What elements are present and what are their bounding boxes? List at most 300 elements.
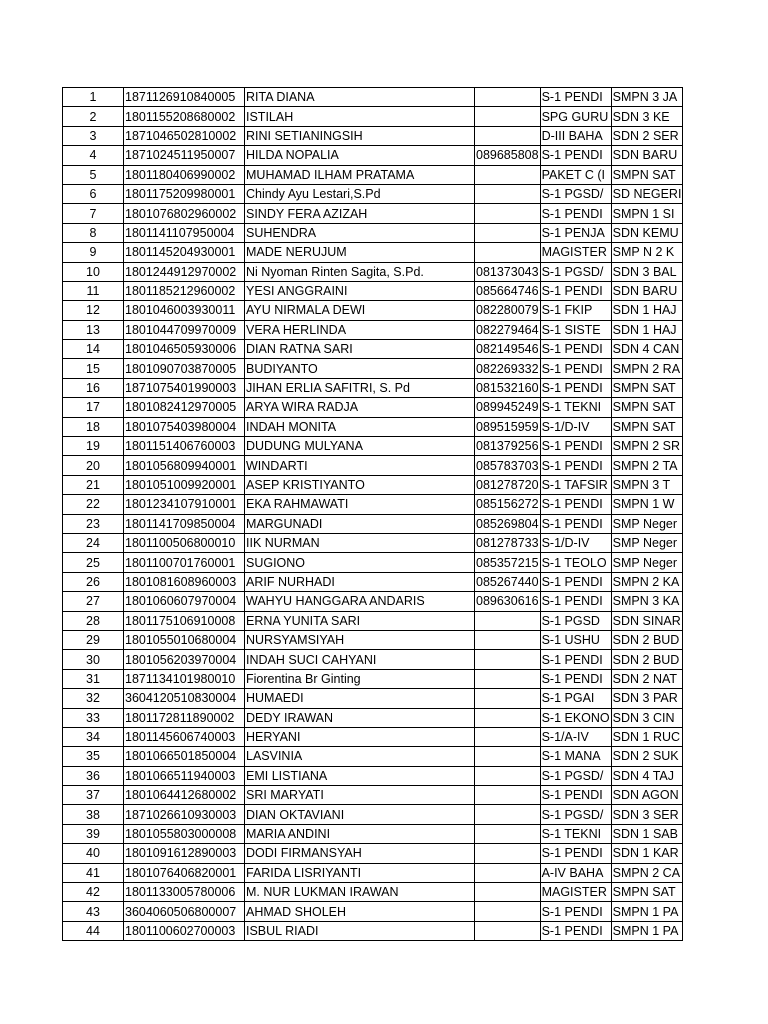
cell-education: S-1 PENDI — [540, 514, 611, 533]
table-row — [63, 340, 683, 359]
cell-education: D-III BAHA — [540, 126, 611, 145]
cell-school: SMPN 1 SI — [611, 204, 683, 223]
cell-education: S-1 USHU — [540, 630, 611, 649]
cell-name: HERYANI — [245, 727, 475, 746]
cell-number: 34 — [63, 727, 124, 746]
cell-number: 4 — [63, 146, 124, 165]
cell-name: ASEP KRISTIYANTO — [245, 475, 475, 494]
cell-name: IIK NURMAN — [245, 533, 475, 552]
cell-nik: 1801044709970009 — [124, 320, 245, 339]
cell-nik: 3604120510830004 — [124, 689, 245, 708]
cell-number: 10 — [63, 262, 124, 281]
cell-phone — [475, 921, 541, 940]
table-row — [63, 359, 683, 378]
cell-name: EMI LISTIANA — [245, 766, 475, 785]
cell-education: S-1 PGAI — [540, 689, 611, 708]
cell-name: DODI FIRMANSYAH — [245, 844, 475, 863]
cell-education: S-1/A-IV — [540, 727, 611, 746]
cell-education: S-1 PENDI — [540, 844, 611, 863]
cell-name: MUHAMAD ILHAM PRATAMA — [245, 165, 475, 184]
cell-phone — [475, 786, 541, 805]
cell-school: SD NEGERI — [611, 184, 683, 203]
cell-nik: 1801100701760001 — [124, 553, 245, 572]
cell-number: 8 — [63, 223, 124, 242]
table-row — [63, 650, 683, 669]
cell-nik: 1801055010680004 — [124, 630, 245, 649]
cell-school: SMP Neger — [611, 533, 683, 552]
cell-school: SDN 1 SAB — [611, 824, 683, 843]
cell-phone — [475, 126, 541, 145]
cell-name: INDAH MONITA — [245, 417, 475, 436]
table-row — [63, 786, 683, 805]
cell-name: EKA RAHMAWATI — [245, 495, 475, 514]
cell-education: S-1 PGSD/ — [540, 262, 611, 281]
cell-school: SMPN 3 KA — [611, 592, 683, 611]
table-row — [63, 320, 683, 339]
cell-name: SRI MARYATI — [245, 786, 475, 805]
cell-education: S-1 PENDI — [540, 921, 611, 940]
cell-school: SDN 3 PAR — [611, 689, 683, 708]
cell-nik: 1801151406760003 — [124, 437, 245, 456]
cell-education: S-1 PENDI — [540, 572, 611, 591]
cell-school: SDN 1 KAR — [611, 844, 683, 863]
cell-education: S-1 PENDI — [540, 495, 611, 514]
cell-nik: 1801051009920001 — [124, 475, 245, 494]
cell-education: S-1 PENDI — [540, 456, 611, 475]
table-row — [63, 146, 683, 165]
cell-nik: 1801141107950004 — [124, 223, 245, 242]
cell-nik: 3604060506800007 — [124, 902, 245, 921]
cell-education: S-1 EKONO — [540, 708, 611, 727]
cell-school: SMPN 2 CA — [611, 863, 683, 882]
cell-school: SDN 1 HAJ — [611, 301, 683, 320]
cell-phone — [475, 863, 541, 882]
cell-nik: 1801066511940003 — [124, 766, 245, 785]
table-row — [63, 223, 683, 242]
cell-nik: 1801185212960002 — [124, 281, 245, 300]
cell-education: S-1 PGSD/ — [540, 766, 611, 785]
cell-nik: 1801100506800010 — [124, 533, 245, 552]
cell-name: JIHAN ERLIA SAFITRI, S. Pd — [245, 378, 475, 397]
cell-school: SDN 3 KE — [611, 107, 683, 126]
cell-phone — [475, 88, 541, 107]
table-row — [63, 107, 683, 126]
cell-phone: 085664746 — [475, 281, 541, 300]
cell-phone: 081278720 — [475, 475, 541, 494]
cell-number: 30 — [63, 650, 124, 669]
cell-name: DIAN OKTAVIANI — [245, 805, 475, 824]
table-row — [63, 301, 683, 320]
cell-nik: 1801145204930001 — [124, 243, 245, 262]
cell-education: S-1 PENDI — [540, 340, 611, 359]
table-row — [63, 592, 683, 611]
table-row — [63, 126, 683, 145]
cell-nik: 1801180406990002 — [124, 165, 245, 184]
cell-number: 43 — [63, 902, 124, 921]
cell-nik: 1871126910840005 — [124, 88, 245, 107]
table-row — [63, 495, 683, 514]
cell-number: 2 — [63, 107, 124, 126]
table-body — [63, 88, 683, 941]
cell-education: MAGISTER — [540, 243, 611, 262]
cell-school: SMPN 2 KA — [611, 572, 683, 591]
cell-phone: 082149546 — [475, 340, 541, 359]
cell-phone: 089515959 — [475, 417, 541, 436]
cell-number: 38 — [63, 805, 124, 824]
cell-school: SMPN SAT — [611, 883, 683, 902]
cell-number: 14 — [63, 340, 124, 359]
table-row — [63, 921, 683, 940]
cell-phone: 085269804 — [475, 514, 541, 533]
cell-phone — [475, 165, 541, 184]
cell-nik: 1801244912970002 — [124, 262, 245, 281]
cell-number: 36 — [63, 766, 124, 785]
cell-nik: 1871024511950007 — [124, 146, 245, 165]
cell-education: S-1 SISTE — [540, 320, 611, 339]
cell-school: SMPN 1 W — [611, 495, 683, 514]
cell-nik: 1801141709850004 — [124, 514, 245, 533]
cell-phone — [475, 747, 541, 766]
cell-school: SDN 3 SER — [611, 805, 683, 824]
cell-school: SMPN SAT — [611, 417, 683, 436]
cell-name: DEDY IRAWAN — [245, 708, 475, 727]
cell-phone — [475, 611, 541, 630]
cell-name: Fiorentina Br Ginting — [245, 669, 475, 688]
cell-education: MAGISTER — [540, 883, 611, 902]
table-row — [63, 437, 683, 456]
cell-education: S-1 PENDI — [540, 281, 611, 300]
cell-school: SDN SINAR — [611, 611, 683, 630]
cell-nik: 1801175106910008 — [124, 611, 245, 630]
cell-number: 25 — [63, 553, 124, 572]
cell-education: S-1 PENDI — [540, 359, 611, 378]
cell-school: SMPN 1 PA — [611, 902, 683, 921]
cell-school: SMPN SAT — [611, 165, 683, 184]
cell-school: SDN 4 CAN — [611, 340, 683, 359]
cell-name: SUGIONO — [245, 553, 475, 572]
cell-phone — [475, 766, 541, 785]
cell-name: DUDUNG MULYANA — [245, 437, 475, 456]
cell-education: S-1 PENDI — [540, 902, 611, 921]
cell-nik: 1801055803000008 — [124, 824, 245, 843]
cell-school: SMPN 2 RA — [611, 359, 683, 378]
cell-number: 33 — [63, 708, 124, 727]
cell-number: 27 — [63, 592, 124, 611]
cell-name: MARIA ANDINI — [245, 824, 475, 843]
cell-name: FARIDA LISRIYANTI — [245, 863, 475, 882]
cell-education: S-1 TEOLO — [540, 553, 611, 572]
cell-education: S-1 MANA — [540, 747, 611, 766]
cell-name: DIAN RATNA SARI — [245, 340, 475, 359]
cell-phone — [475, 223, 541, 242]
cell-phone: 082269332 — [475, 359, 541, 378]
cell-number: 18 — [63, 417, 124, 436]
cell-education: S-1 PENJA — [540, 223, 611, 242]
table-row — [63, 669, 683, 688]
cell-name: WINDARTI — [245, 456, 475, 475]
cell-number: 1 — [63, 88, 124, 107]
cell-school: SDN 2 BUD — [611, 630, 683, 649]
cell-nik: 1801234107910001 — [124, 495, 245, 514]
cell-nik: 1871026610930003 — [124, 805, 245, 824]
cell-number: 21 — [63, 475, 124, 494]
cell-name: HILDA NOPALIA — [245, 146, 475, 165]
cell-phone — [475, 204, 541, 223]
cell-phone: 085357215 — [475, 553, 541, 572]
cell-phone: 089685808 — [475, 146, 541, 165]
cell-nik: 1801060607970004 — [124, 592, 245, 611]
cell-nik: 1871134101980010 — [124, 669, 245, 688]
table-row — [63, 824, 683, 843]
cell-school: SDN 2 NAT — [611, 669, 683, 688]
cell-name: YESI ANGGRAINI — [245, 281, 475, 300]
cell-phone: 081373043 — [475, 262, 541, 281]
cell-school: SDN BARU — [611, 146, 683, 165]
table-row — [63, 475, 683, 494]
cell-name: Ni Nyoman Rinten Sagita, S.Pd. — [245, 262, 475, 281]
table-row — [63, 243, 683, 262]
cell-phone — [475, 243, 541, 262]
cell-name: ERNA YUNITA SARI — [245, 611, 475, 630]
cell-name: SINDY FERA AZIZAH — [245, 204, 475, 223]
table-row — [63, 262, 683, 281]
cell-school: SDN 1 RUC — [611, 727, 683, 746]
cell-name: AHMAD SHOLEH — [245, 902, 475, 921]
cell-number: 9 — [63, 243, 124, 262]
cell-number: 11 — [63, 281, 124, 300]
cell-number: 17 — [63, 398, 124, 417]
table-row — [63, 204, 683, 223]
cell-number: 6 — [63, 184, 124, 203]
cell-phone — [475, 650, 541, 669]
cell-school: SMPN 2 SR — [611, 437, 683, 456]
cell-nik: 1801056809940001 — [124, 456, 245, 475]
cell-name: HUMAEDI — [245, 689, 475, 708]
table-row — [63, 766, 683, 785]
cell-education: S-1 TEKNI — [540, 398, 611, 417]
cell-education: S-1 PENDI — [540, 204, 611, 223]
cell-education: S-1 PGSD/ — [540, 805, 611, 824]
cell-nik: 1801075403980004 — [124, 417, 245, 436]
table-row — [63, 630, 683, 649]
cell-education: S-1 PENDI — [540, 146, 611, 165]
cell-education: S-1 PENDI — [540, 437, 611, 456]
cell-name: LASVINIA — [245, 747, 475, 766]
cell-name: VERA HERLINDA — [245, 320, 475, 339]
table-row — [63, 863, 683, 882]
cell-number: 29 — [63, 630, 124, 649]
cell-education: S-1 TAFSIR — [540, 475, 611, 494]
cell-school: SMPN SAT — [611, 398, 683, 417]
cell-nik: 1801090703870005 — [124, 359, 245, 378]
cell-name: BUDIYANTO — [245, 359, 475, 378]
cell-school: SDN 2 SUK — [611, 747, 683, 766]
cell-nik: 1801172811890002 — [124, 708, 245, 727]
cell-name: MARGUNADI — [245, 514, 475, 533]
cell-nik: 1801091612890003 — [124, 844, 245, 863]
cell-name: MADE NERUJUM — [245, 243, 475, 262]
table-row — [63, 456, 683, 475]
table-row — [63, 417, 683, 436]
cell-phone: 081278733 — [475, 533, 541, 552]
table-row — [63, 902, 683, 921]
table-row — [63, 689, 683, 708]
cell-number: 35 — [63, 747, 124, 766]
cell-nik: 1801081608960003 — [124, 572, 245, 591]
cell-phone: 089630616 — [475, 592, 541, 611]
cell-name: ISBUL RIADI — [245, 921, 475, 940]
cell-nik: 1801056203970004 — [124, 650, 245, 669]
cell-phone — [475, 708, 541, 727]
cell-school: SDN 2 SER — [611, 126, 683, 145]
cell-education: S-1 PGSD — [540, 611, 611, 630]
cell-phone: 085267440 — [475, 572, 541, 591]
table-row — [63, 708, 683, 727]
table-row — [63, 184, 683, 203]
cell-school: SDN 3 CIN — [611, 708, 683, 727]
cell-name: ISTILAH — [245, 107, 475, 126]
cell-school: SMP Neger — [611, 514, 683, 533]
table-row — [63, 553, 683, 572]
cell-education: S-1/D-IV — [540, 417, 611, 436]
cell-nik: 1801100602700003 — [124, 921, 245, 940]
cell-name: Chindy Ayu Lestari,S.Pd — [245, 184, 475, 203]
cell-school: SMP N 2 K — [611, 243, 683, 262]
cell-school: SDN 1 HAJ — [611, 320, 683, 339]
cell-name: INDAH SUCI CAHYANI — [245, 650, 475, 669]
cell-phone: 085156272 — [475, 495, 541, 514]
cell-education: S-1 PGSD/ — [540, 184, 611, 203]
cell-name: SUHENDRA — [245, 223, 475, 242]
cell-phone — [475, 689, 541, 708]
cell-nik: 1801133005780006 — [124, 883, 245, 902]
cell-number: 7 — [63, 204, 124, 223]
cell-education: S-1 PENDI — [540, 669, 611, 688]
cell-phone — [475, 824, 541, 843]
cell-number: 19 — [63, 437, 124, 456]
cell-nik: 1801046505930006 — [124, 340, 245, 359]
cell-nik: 1801046003930011 — [124, 301, 245, 320]
cell-nik: 1871046502810002 — [124, 126, 245, 145]
cell-nik: 1871075401990003 — [124, 378, 245, 397]
cell-nik: 1801066501850004 — [124, 747, 245, 766]
cell-nik: 1801175209980001 — [124, 184, 245, 203]
cell-number: 13 — [63, 320, 124, 339]
cell-school: SMPN 1 PA — [611, 921, 683, 940]
table-row — [63, 165, 683, 184]
cell-number: 23 — [63, 514, 124, 533]
cell-number: 22 — [63, 495, 124, 514]
cell-school: SDN 2 BUD — [611, 650, 683, 669]
cell-phone — [475, 805, 541, 824]
table-row — [63, 883, 683, 902]
cell-name: ARYA WIRA RADJA — [245, 398, 475, 417]
cell-number: 44 — [63, 921, 124, 940]
cell-phone: 081532160 — [475, 378, 541, 397]
table-row — [63, 611, 683, 630]
cell-number: 42 — [63, 883, 124, 902]
cell-education: PAKET C (I — [540, 165, 611, 184]
cell-education: S-1 PENDI — [540, 650, 611, 669]
table-row — [63, 533, 683, 552]
cell-number: 5 — [63, 165, 124, 184]
cell-phone: 082279464 — [475, 320, 541, 339]
cell-number: 41 — [63, 863, 124, 882]
cell-school: SDN BARU — [611, 281, 683, 300]
cell-name: M. NUR LUKMAN IRAWAN — [245, 883, 475, 902]
cell-school: SDN 3 BAL — [611, 262, 683, 281]
table-row — [63, 727, 683, 746]
cell-phone — [475, 669, 541, 688]
cell-name: AYU NIRMALA DEWI — [245, 301, 475, 320]
cell-education: S-1 PENDI — [540, 592, 611, 611]
cell-nik: 1801082412970005 — [124, 398, 245, 417]
cell-name: NURSYAMSIYAH — [245, 630, 475, 649]
table-row — [63, 88, 683, 107]
cell-name: RINI SETIANINGSIH — [245, 126, 475, 145]
cell-education: S-1/D-IV — [540, 533, 611, 552]
spreadsheet-table — [62, 87, 683, 941]
cell-number: 3 — [63, 126, 124, 145]
table-row — [63, 281, 683, 300]
table-row — [63, 805, 683, 824]
cell-education: SPG GURU — [540, 107, 611, 126]
cell-number: 40 — [63, 844, 124, 863]
cell-number: 37 — [63, 786, 124, 805]
table-row — [63, 398, 683, 417]
cell-number: 12 — [63, 301, 124, 320]
cell-phone — [475, 727, 541, 746]
cell-nik: 1801076802960002 — [124, 204, 245, 223]
cell-phone — [475, 630, 541, 649]
cell-nik: 1801064412680002 — [124, 786, 245, 805]
cell-phone: 085783703 — [475, 456, 541, 475]
cell-number: 32 — [63, 689, 124, 708]
cell-phone: 082280079 — [475, 301, 541, 320]
table-row — [63, 572, 683, 591]
cell-phone: 081379256 — [475, 437, 541, 456]
cell-school: SDN KEMU — [611, 223, 683, 242]
table-row — [63, 747, 683, 766]
cell-school: SMP Neger — [611, 553, 683, 572]
cell-name: WAHYU HANGGARA ANDARIS — [245, 592, 475, 611]
cell-number: 24 — [63, 533, 124, 552]
cell-education: S-1 PENDI — [540, 378, 611, 397]
table-row — [63, 378, 683, 397]
cell-number: 28 — [63, 611, 124, 630]
cell-nik: 1801145606740003 — [124, 727, 245, 746]
cell-name: ARIF NURHADI — [245, 572, 475, 591]
cell-nik: 1801076406820001 — [124, 863, 245, 882]
cell-nik: 1801155208680002 — [124, 107, 245, 126]
cell-phone — [475, 883, 541, 902]
cell-school: SMPN SAT — [611, 378, 683, 397]
table-row — [63, 844, 683, 863]
cell-school: SMPN 2 TA — [611, 456, 683, 475]
cell-school: SDN AGON — [611, 786, 683, 805]
cell-education: A-IV BAHA — [540, 863, 611, 882]
cell-phone — [475, 107, 541, 126]
cell-number: 39 — [63, 824, 124, 843]
cell-number: 31 — [63, 669, 124, 688]
cell-number: 15 — [63, 359, 124, 378]
cell-phone — [475, 902, 541, 921]
cell-name: RITA DIANA — [245, 88, 475, 107]
cell-school: SDN 4 TAJ — [611, 766, 683, 785]
cell-phone — [475, 184, 541, 203]
cell-education: S-1 PENDI — [540, 88, 611, 107]
cell-school: SMPN 3 T — [611, 475, 683, 494]
